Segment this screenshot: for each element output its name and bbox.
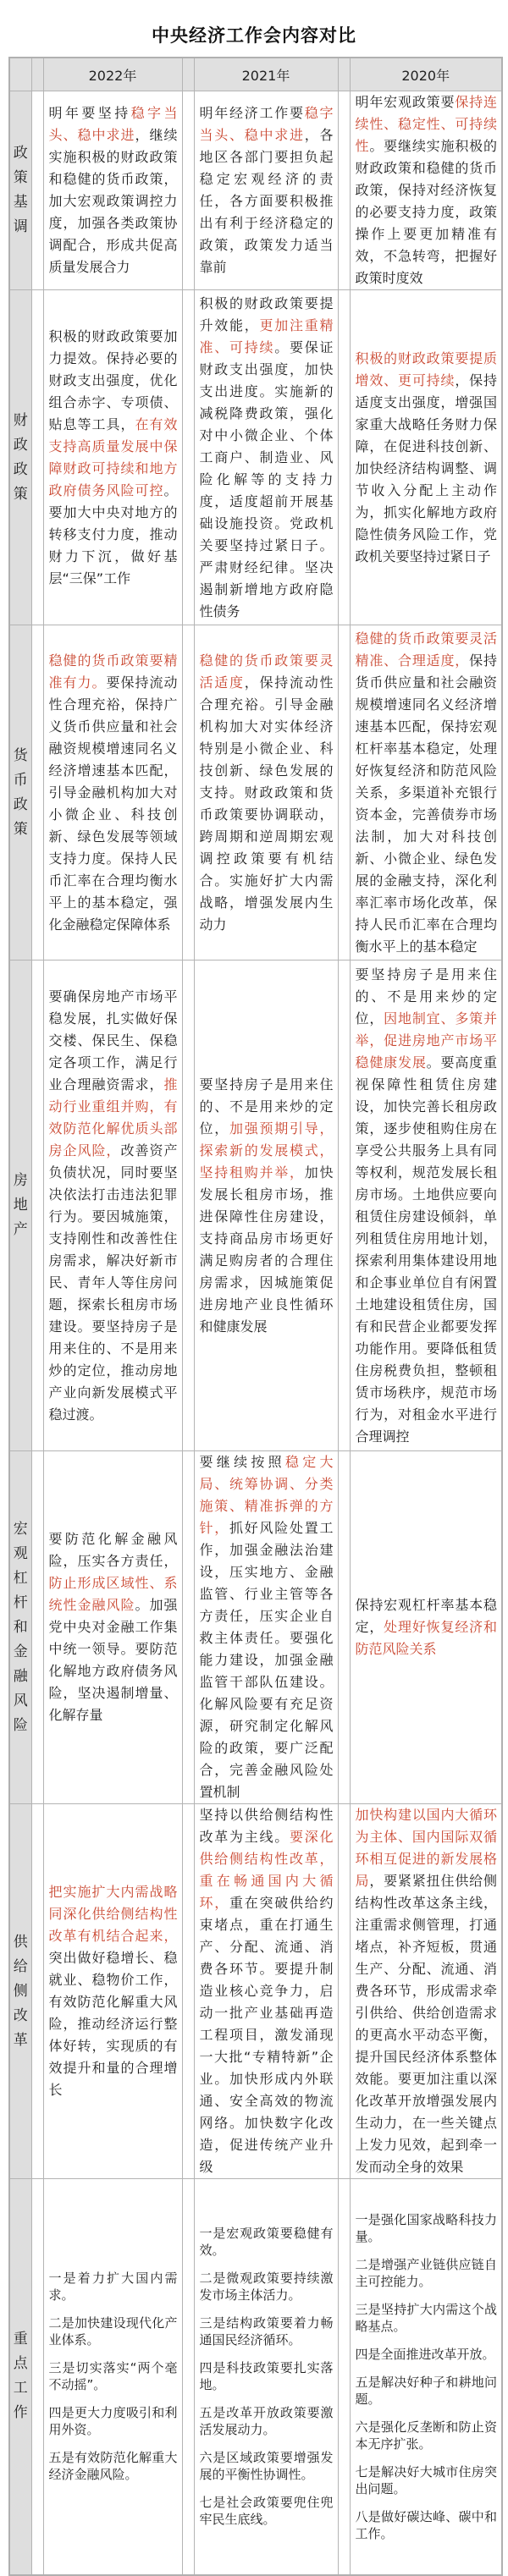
cell-2021 <box>194 91 338 290</box>
cell-2020 <box>350 2179 502 2575</box>
list-item: 一是着力扩大国内需求。 <box>48 2271 178 2304</box>
body-text: 明年要坚持 <box>48 105 131 121</box>
table-header-row <box>9 58 502 91</box>
row-label: 宏观杠杆和金融风险 <box>13 1520 28 1734</box>
body-text: ，要紧紧扭住供给侧结构性改革这条主线，注重需求侧管理，打通堵点，补齐短板，贯通生产、分配、流通、消费各环节，形成需求牵引供给、供给创造需求的更高水平动态平衡，提升国民经济体系整体效能。要更加注重以深化改革开放增强发展内生动力，在一些关键点上发力见效，起到牵一发而动全身的效果 <box>355 1873 497 2175</box>
spacer-cell <box>182 1804 194 2179</box>
spacer-cell <box>31 290 43 625</box>
list-item: 七是社会政策要兜住兜牢民生底线。 <box>199 2495 334 2528</box>
cell-text <box>351 1804 502 2178</box>
spacer-cell <box>338 1451 350 1804</box>
cell-2022 <box>43 1451 182 1804</box>
body-text: 改善资产负债状况，同时要坚决依法打击违法犯罪行为。要因城施策，支持刚性和改善性住房需求，解决好新市民、青年人等住房问题，探索长租房市场建设。要坚持房子是用来住的、不是用来炒的定位，推动房地产业向新发展模式平稳过渡。 <box>48 1142 178 1423</box>
highlighted-text: 稳字当头、稳中求进 <box>48 105 178 143</box>
highlighted-text: 稳健的货币政策要灵活适度 <box>199 652 334 691</box>
header-year-2020: 2020年 <box>350 58 502 91</box>
cell-2021 <box>194 1451 338 1804</box>
row-label-cell <box>9 960 31 1451</box>
spacer-cell <box>338 960 350 1451</box>
highlighted-text: 稳定大局、统筹协调、分类施策、精准拆弹的方针， <box>199 1454 334 1536</box>
task-list <box>351 2211 502 2542</box>
list-item: 二是微观政策要持续激发市场主体活力。 <box>199 2271 334 2304</box>
cell-text <box>195 293 338 623</box>
body-text: 明年经济工作要 <box>199 105 305 121</box>
cell-2022 <box>43 960 182 1451</box>
task-list <box>195 2225 338 2528</box>
table-row-leverage-financial-risk <box>9 1451 502 1804</box>
body-text: 。加强党中央对金融工作集中统一领导。要防范化解地方政府债务风险，坚决遏制增量、化解存量 <box>48 1597 178 1723</box>
cell-2022 <box>43 91 182 290</box>
list-item: 三是结构政策要着力畅通国民经济循环。 <box>199 2315 334 2348</box>
list-item: 五是改革开放政策要激活发展动力。 <box>199 2405 334 2438</box>
table-row-real-estate <box>9 960 502 1451</box>
highlighted-text: 积极的财政政策要提质增效、更可持续 <box>355 350 497 388</box>
body-text: 。要保证财政支出强度，加快支出进度。实施新的减税降费政策，强化对中小微企业、个体工商户、制造业、风险化解等的支持力度，适度超前开展基础设施投资。党政机关要坚持过紧日子。严肃财经纪律。坚决遏制新增地方政府隐性债务 <box>199 339 334 619</box>
spacer-cell <box>338 58 350 91</box>
list-item: 三是切实落实“两个毫不动摇”。 <box>48 2360 178 2393</box>
cell-2020 <box>350 960 502 1451</box>
header-label-cell <box>9 58 31 91</box>
cell-2022 <box>43 2179 182 2575</box>
row-label: 房地产 <box>13 1172 28 1238</box>
body-text: 。要加大中央对地方的转移支付力度，推动财力下沉，做好基层“三保”工作 <box>48 482 178 586</box>
cell-2022 <box>43 290 182 625</box>
body-text: ，保持流动性合理充裕。引导金融机构加大对实体经济特别是小微企业、科技创新、绿色发展的支持。财政政策和货币政策要协调联动，跨周期和逆周期宏观调控政策要有机结合。实施好扩大内需战略，增强发展内生动力 <box>199 674 334 933</box>
cell-text <box>351 964 502 1448</box>
cell-text <box>44 102 182 278</box>
list-item: 五是解决好种子和耕地问题。 <box>355 2374 497 2407</box>
body-text: 积极的财政政策要加力提效。保持必要的财政支出强度，优化组合赤字、专项债、贴息等工具， <box>48 328 178 432</box>
row-label-cell <box>9 625 31 960</box>
cell-text <box>44 1881 182 2101</box>
highlighted-text: 处理好恢复经济和防范风险关系 <box>355 1619 497 1657</box>
list-item: 八是做好碳达峰、碳中和工作。 <box>355 2508 497 2541</box>
body-text: 重在突破供给约束堵点，重在打通生产、分配、流通、消费各环节。要提升制造业核心竞争力，启动一批产业基础再造工程项目，激发涌现一大批“专精特新”企业。加快形成内外联通、安全高效的物流网络。加快数字化改造，促进传统产业升级 <box>199 1895 334 2175</box>
spacer-cell <box>31 91 43 290</box>
cell-2021 <box>194 625 338 960</box>
list-item: 三是坚持扩大内需这个战略基点。 <box>355 2301 497 2334</box>
body-text: 抓好风险处置工作，加强金融法治建设，压实地方、金融监管、行业主管等各方责任，压实企业自救主体责任。要强化能力建设，加强金融监管干部队伍建设。化解风险要有充足资源，研究制定化解风险的政策，要广泛配合，完善金融风险处置机制 <box>199 1520 334 1800</box>
row-label: 货币政策 <box>13 746 28 838</box>
highlighted-text: 防止形成区域性、系统性金融风险 <box>48 1575 178 1613</box>
cell-2021 <box>194 2179 338 2575</box>
cell-2020 <box>350 1451 502 1804</box>
row-label: 财政政策 <box>13 411 28 503</box>
cell-text <box>195 1804 338 2178</box>
header-year-2022: 2022年 <box>43 58 182 91</box>
table-row-monetary-policy <box>9 625 502 960</box>
list-item: 四是全面推进改革开放。 <box>355 2346 495 2362</box>
cell-2021 <box>194 290 338 625</box>
cell-text <box>351 348 502 568</box>
spacer-cell <box>182 91 194 290</box>
spacer-cell <box>31 1804 43 2179</box>
table-row-policy-tone <box>9 91 502 290</box>
list-item: 四是科技政策要扎实落地。 <box>199 2360 334 2393</box>
cell-text <box>351 91 502 289</box>
highlighted-text: 稳健的货币政策要灵活精准、合理适度， <box>355 630 497 669</box>
cell-2020 <box>350 290 502 625</box>
row-label: 重点工作 <box>13 2331 28 2422</box>
cell-text <box>195 1451 338 1803</box>
cell-2021 <box>194 960 338 1451</box>
cell-2022 <box>43 625 182 960</box>
list-item: 一是强化国家战略科技力量。 <box>355 2211 497 2244</box>
body-text: 保持宏观杠杆率基本稳定， <box>355 1597 497 1635</box>
body-text: 保持货币供应量和社会融资规模增速同名义经济增速基本匹配，保持宏观杠杆率基本稳定，处理好恢复经济和防范风险关系，多渠道补充银行资本金，完善债券市场法制，加大对科技创新、小微企业、绿色发展的金融支持，深化利率汇率市场化改革，保持人民币汇率在合理均衡水平上的基本稳定 <box>355 652 497 955</box>
row-label-cell <box>9 1804 31 2179</box>
spacer-cell <box>182 960 194 1451</box>
row-label-cell <box>9 2179 31 2575</box>
header-year-2021: 2021年 <box>194 58 338 91</box>
list-item: 二是加快建设现代化产业体系。 <box>48 2315 178 2348</box>
row-label: 政策基调 <box>13 145 28 235</box>
row-label-cell <box>9 290 31 625</box>
highlighted-text: 加强预期引导，探索新的发展模式，坚持租购并举， <box>199 1120 334 1181</box>
row-label-cell <box>9 1451 31 1804</box>
body-text: ，保持适度支出强度，增强国家重大战略任务财力保障，在促进科技创新、加快经济结构调整、调节收入分配上主动作为，抓实化解地方政府隐性债务风险工作，党政机关要坚持过紧日子 <box>355 372 497 564</box>
body-text: ，各地区各部门要担负起稳定宏观经济的责任，各方面要积极推出有利于经济稳定的政策，政策发力适当靠前 <box>199 127 334 275</box>
spacer-cell <box>182 290 194 625</box>
comparison-table <box>8 57 503 2576</box>
spacer-cell <box>338 91 350 290</box>
highlighted-text: 保持连续性、稳定性、可持续性 <box>355 94 497 154</box>
table-row-supply-side-reform <box>9 1804 502 2179</box>
highlighted-text: 加快构建以国内大循环为主体、国内国际双循环相互促进的新发展格局 <box>355 1807 497 1889</box>
cell-text <box>195 650 338 936</box>
cell-text <box>195 1074 338 1338</box>
cell-2020 <box>350 625 502 960</box>
cell-2020 <box>350 1804 502 2179</box>
cell-text <box>351 1594 502 1660</box>
cell-2021 <box>194 1804 338 2179</box>
spacer-cell <box>31 960 43 1451</box>
spacer-cell <box>338 1804 350 2179</box>
body-text: 要防范化解金融风险，压实各方责任， <box>48 1531 178 1569</box>
spacer-cell <box>182 625 194 960</box>
table-row-key-tasks <box>9 2179 502 2575</box>
spacer-cell <box>338 290 350 625</box>
row-label-cell <box>9 91 31 290</box>
cell-2022 <box>43 1804 182 2179</box>
cell-2020 <box>350 91 502 290</box>
body-text: 要坚持房子是用来住的、不是用来炒的定位， <box>199 1076 334 1137</box>
body-text: 要继续按照 <box>199 1454 285 1470</box>
body-text: 积极的财政政策要提升效能， <box>199 294 334 333</box>
highlighted-text: 稳健的货币政策要精准有力。 <box>48 652 178 691</box>
body-text: 。要高度重视保障性租赁住房建设，加快完善长租房政策，逐步使租购住房在享受公共服务上具有同等权利，规范发展长租房市场。土地供应要向租赁住房建设倾斜，单列租赁住房用地计划，探索利用集体建设用地和企事业单位自有闲置土地建设租赁住房，国有和民营企业都要发挥功能作用。要降低租赁住房税费负担，整顿租赁市场秩序，规范市场行为，对租金水平进行合理调控 <box>355 1054 497 1445</box>
spacer-cell <box>31 58 43 91</box>
cell-text <box>44 326 182 590</box>
body-text: 明年宏观政策要 <box>355 94 456 110</box>
cell-text <box>351 628 502 958</box>
spacer-cell <box>31 625 43 960</box>
highlighted-text: 把实施扩大内需战略同深化供给侧结构性改革有机结合起来， <box>48 1884 178 1944</box>
highlighted-text: 在有效支持高质量发展中保障财政可持续和地方政府债务风险可控 <box>48 416 178 498</box>
list-item: 四是更大力度吸引和利用外资。 <box>48 2405 178 2438</box>
cell-text <box>44 650 182 936</box>
spacer-cell <box>31 2179 43 2575</box>
task-list <box>44 2270 182 2483</box>
highlighted-text: 推动行业重组并购，有效防范化解优质头部房企风险， <box>48 1076 178 1159</box>
body-text: 。要继续实施积极的财政政策和稳健的货币政策，保持对经济恢复的必要支持力度，政策操作上要更加精准有效，不急转弯，把握好政策时度效 <box>355 138 497 286</box>
spacer-cell <box>338 625 350 960</box>
body-text: 突出做好稳增长、稳就业、稳物价工作，有效防范化解重大风险，推动经济运行整体好转，实现质的有效提升和量的合理增长 <box>48 1950 178 2098</box>
body-text: 要确保房地产市场平稳发展，扎实做好保交楼、保民生、保稳定各项工作，满足行业合理融资需求， <box>48 988 178 1093</box>
body-text: ，继续实施积极的财政政策和稳健的货币政策，加大宏观政策调控力度，加强各类政策协调配合，形成共促高质量发展合力 <box>48 127 178 275</box>
spacer-cell <box>182 1451 194 1804</box>
body-text: 要保持流动性合理充裕，保持广义货币供应量和社会融资规模增速同名义经济增速基本匹配，引导金融机构加大对小微企业、科技创新、绿色发展等领域支持力度。保持人民币汇率在合理均衡水平上的基本稳定，强化金融稳定保障体系 <box>48 674 178 933</box>
list-item: 六是区域政策要增强发展的平衡性协调性。 <box>199 2450 334 2483</box>
list-item: 五是有效防范化解重大经济金融风险。 <box>48 2450 178 2483</box>
body-text: 要坚持房子是用来住的、不是用来炒的定位， <box>355 966 497 1027</box>
list-item: 六是强化反垄断和防止资本无序扩张。 <box>355 2419 497 2452</box>
list-item: 七是解决好大城市住房突出问题。 <box>355 2463 497 2496</box>
body-text: 坚持以供给侧结构性改革为主线。 <box>199 1807 334 1845</box>
spacer-cell <box>182 2179 194 2575</box>
list-item: 二是增强产业链供应链自主可控能力。 <box>355 2256 497 2289</box>
cell-text <box>44 1528 182 1726</box>
table-row-fiscal-policy <box>9 290 502 625</box>
cell-text <box>195 102 338 278</box>
highlighted-text: 更加注重精准、可持续 <box>199 316 334 355</box>
body-text: 加快发展长租房市场，推进保障性住房建设，支持商品房市场更好满足购房者的合理住房需求，因城施策促进房地产业良性循环和健康发展 <box>199 1164 334 1335</box>
highlighted-text: 因地制宜、多策并举，促进房地产市场平稳健康发展 <box>355 1010 497 1071</box>
spacer-cell <box>31 1451 43 1804</box>
row-label: 供给侧改革 <box>13 1933 28 2049</box>
page-title: 中央经济工作会内容对比 <box>152 25 356 46</box>
highlighted-text: 稳字当头、稳中求进 <box>199 105 334 143</box>
highlighted-text: 要深化供给侧结构性改革，重在畅通国内大循环， <box>199 1829 334 1911</box>
spacer-cell <box>338 2179 350 2575</box>
spacer-cell <box>182 58 194 91</box>
list-item: 一是宏观政策要稳健有效。 <box>199 2226 334 2259</box>
cell-text <box>44 986 182 1426</box>
